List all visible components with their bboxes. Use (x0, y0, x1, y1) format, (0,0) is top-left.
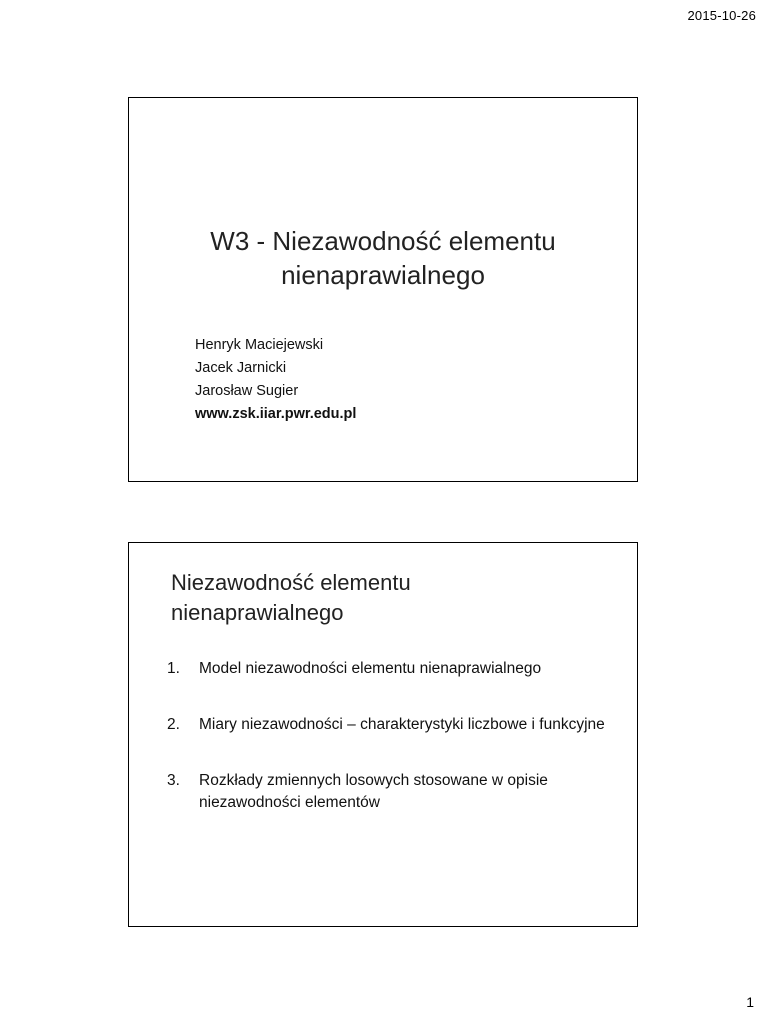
slide-2-title (171, 568, 411, 628)
agenda-item (167, 658, 607, 680)
author-name: Jacek Jarnicki (195, 360, 287, 376)
agenda-item-number: 2. (167, 716, 180, 733)
agenda-item-number: 3. (167, 772, 180, 789)
slide-1-title-line-1: W3 - Niezawodność elementu (210, 226, 556, 256)
agenda-item (167, 770, 607, 814)
slide-2 (128, 542, 638, 927)
agenda-list (167, 658, 607, 848)
agenda-item-text: Rozkłady zmiennych losowych stosowane w opisie niezawodności elementów (199, 772, 548, 811)
author-name: Henryk Maciejewski (195, 337, 324, 353)
slide-2-title-line-1: Niezawodność elementu (171, 570, 411, 595)
author-list (195, 334, 356, 426)
agenda-item-number: 1. (167, 660, 180, 677)
slide-2-title-line-2: nienaprawialnego (171, 600, 344, 625)
website-link[interactable]: www.zsk.iiar.pwr.edu.pl (195, 406, 357, 422)
author-name: Jarosław Sugier (195, 383, 299, 399)
slide-1-title-line-2: nienaprawialnego (281, 260, 485, 290)
agenda-item-text: Miary niezawodności – charakterystyki liczbowe i funkcyjne (199, 716, 605, 733)
print-date: 2015-10-26 (687, 8, 756, 23)
slide-1-title (129, 224, 637, 292)
agenda-item-text: Model niezawodności elementu nienaprawialnego (199, 660, 542, 677)
agenda-item (167, 714, 607, 736)
slide-1 (128, 97, 638, 482)
page-number: 1 (746, 994, 754, 1010)
